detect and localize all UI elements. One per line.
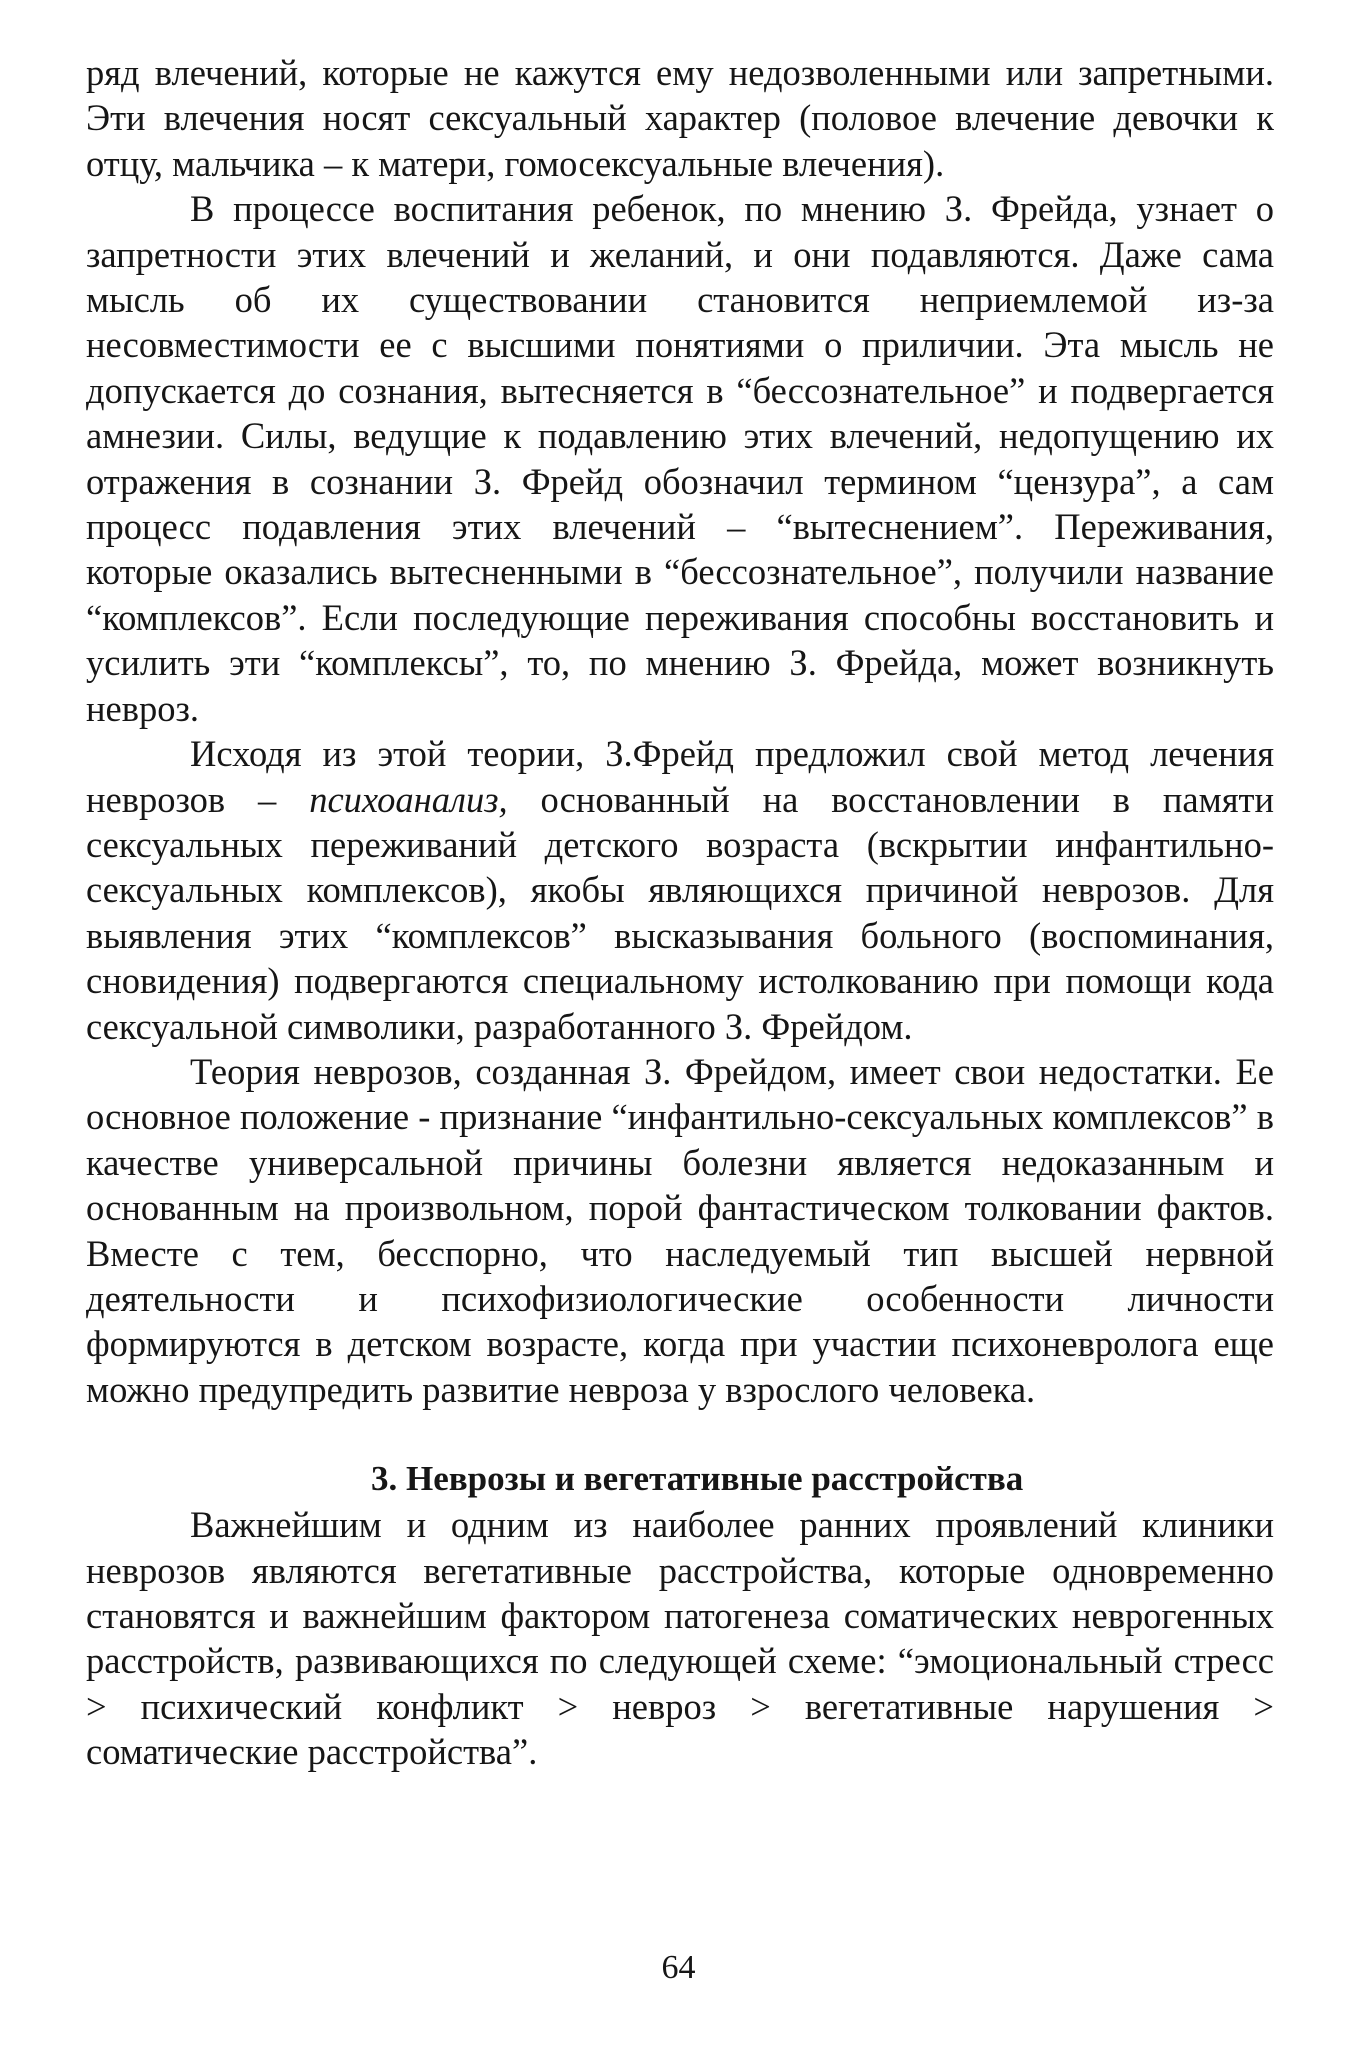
paragraph-vegetative: Важнейшим и одним из наиболее ранних проявлений клиники неврозов являются вегетативные расстройства, которые одновременно становятся и важнейшим фактором патогенеза соматических неврогенных расстройств, развивающихся по следующей схеме: “эмоциональный стресс > психический конфликт > невроз > вегетативные нарушения > соматические расстройства”. — [86, 1504, 1274, 1773]
paragraph-psychoanalysis-end: основанный на восстановлении в памяти сексуальных переживаний детского возраста (вскрытии инфантильно-сексуальных комплексов), якобы являющихся причиной неврозов. Для выявления этих “комплексов” высказывания больного (воспоминания, сновидения) подвергаются специальному истолкованию при помощи кода сексуальной символики, разработанного З. Фрейдом. — [86, 778, 1275, 1047]
paragraph-continuation: ряд влечений, которые не кажутся ему недозволенными или запретными. Эти влечения носят сексуальный характер (половое влечение девочки к отцу, мальчика – к матери, гомосексуальные влечения). — [86, 52, 1274, 184]
paragraph-repression: В процессе воспитания ребенок, по мнению З. Фрейда, узнает о запретности этих влечений и желаний, и они подавляются. Даже сама мысль об их существовании становится неприемлемой из-за несовместимости ее с высшими понятиями о приличии. Эта мысль не допускается до сознания, вытесняется в “бессознательное” и подвергается амнезии. Силы, ведущие к подавлению этих влечений, недопущению их отражения в сознании З. Фрейд обозначил термином “цензура”, а сам процесс подавления этих влечений – “вытеснением”. Переживания, которые оказались вытесненными в “бессознательное”, получили название “комплексов”. Если последующие переживания способны восстановить и усилить эти “комплексы”, то, по мнению З. Фрейда, может возникнуть невроз. — [86, 188, 1274, 729]
paragraph-psychoanalysis-start: Исходя из этой теории, З.Фрейд предложил свой метод лечения неврозов – — [86, 733, 1274, 820]
page-body — [86, 50, 1274, 1775]
section-spacer — [86, 1412, 1274, 1456]
paragraph-psychoanalysis — [86, 731, 1274, 1049]
page-number: 64 — [661, 1949, 696, 1986]
term-psychoanalysis: психоанализ, — [309, 778, 508, 820]
paragraph-theory-critique: Теория неврозов, созданная З. Фрейдом, имеет свои недостатки. Ее основное положение - признание “инфантильно-сексуальных комплексов” в качестве универсальной причины болезни является недоказанным и основанным на произвольном, порой фантастическом толковании фактов. Вместе с тем, бесспорно, что наследуемый тип высшей нервной деятельности и психофизиологические особенности личности формируются в детском возрасте, когда при участии психоневролога еще можно предупредить развитие невроза у взрослого человека. — [86, 1050, 1274, 1410]
section-heading: 3. Неврозы и вегетативные расстройства — [371, 1459, 1024, 1499]
